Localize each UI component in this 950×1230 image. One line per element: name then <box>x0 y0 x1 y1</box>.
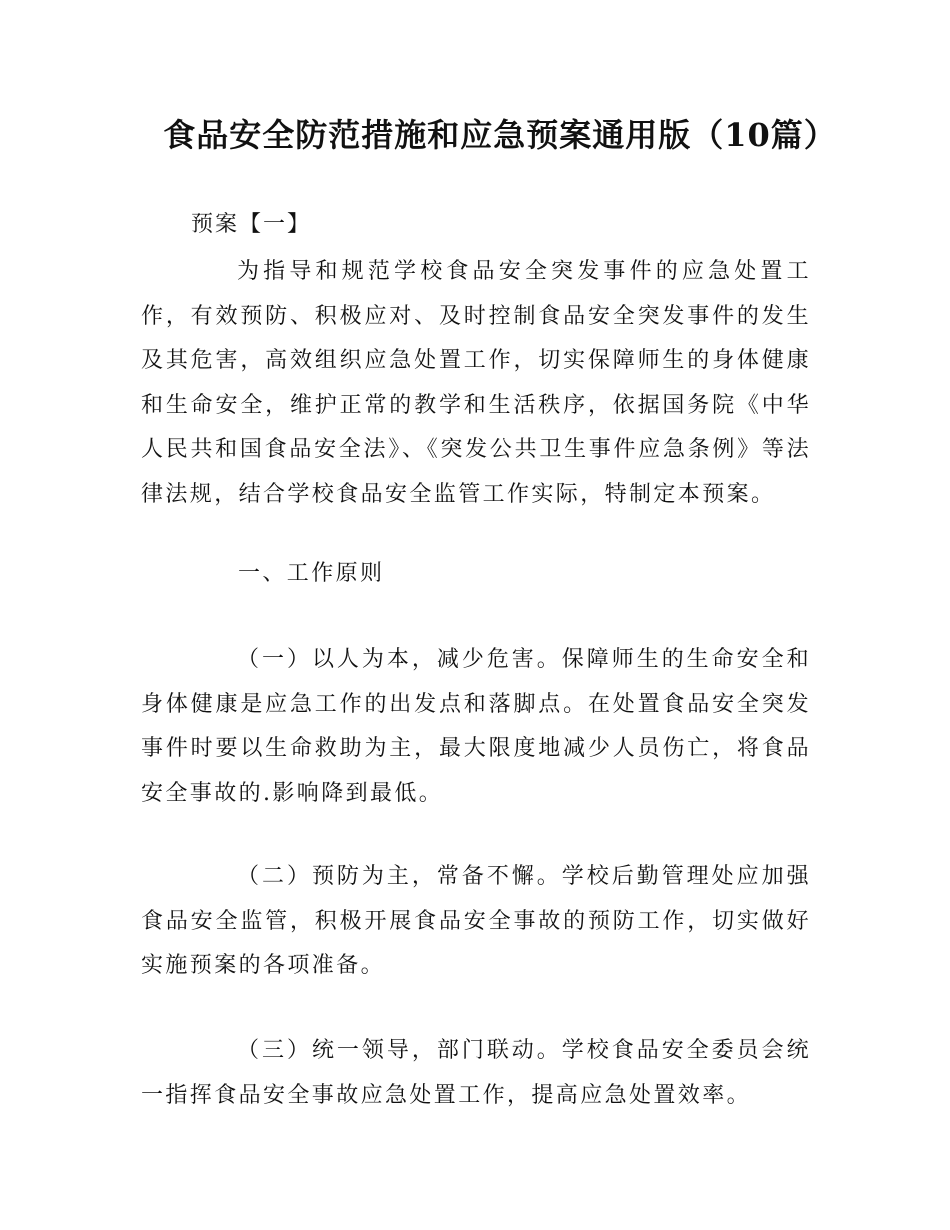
intro-paragraph: 为指导和规范学校食品安全突发事件的应急处置工作，有效预防、积极应对、及时控制食品安全突发事件的发生及其危害，高效组织应急处置工作，切实保障师生的身体健康和生命安全，维护正常的教学和生活秩序，依据国务院《中华人民共和国食品安全法》、《突发公共卫生事件应急条例》等法律法规，结合学校食品安全监管工作实际，特制定本预案。 <box>141 259 811 507</box>
principle-2-paragraph: （二）预防为主，常备不懈。学校后勤管理处应加强食品安全监管，积极开展食品安全事故的预防工作，切实做好实施预案的各项准备。 <box>141 864 811 978</box>
section-label: 预案【一】 <box>191 212 312 237</box>
principle-3-paragraph: （三）统一领导，部门联动。学校食品安全委员会统一指挥食品安全事故应急处置工作，提高应急处置效率。 <box>141 1038 811 1108</box>
section-heading: 一、工作原则 <box>238 561 385 586</box>
principle-1-paragraph: （一）以人为本，减少危害。保障师生的生命安全和身体健康是应急工作的出发点和落脚点。在处置食品安全突发事件时要以生命救助为主，最大限度地减少人员伤亡，将食品安全事故的.影响降到最低。 <box>141 647 811 806</box>
document-title: 食品安全防范措施和应急预案通用版（10篇） <box>163 116 837 154</box>
